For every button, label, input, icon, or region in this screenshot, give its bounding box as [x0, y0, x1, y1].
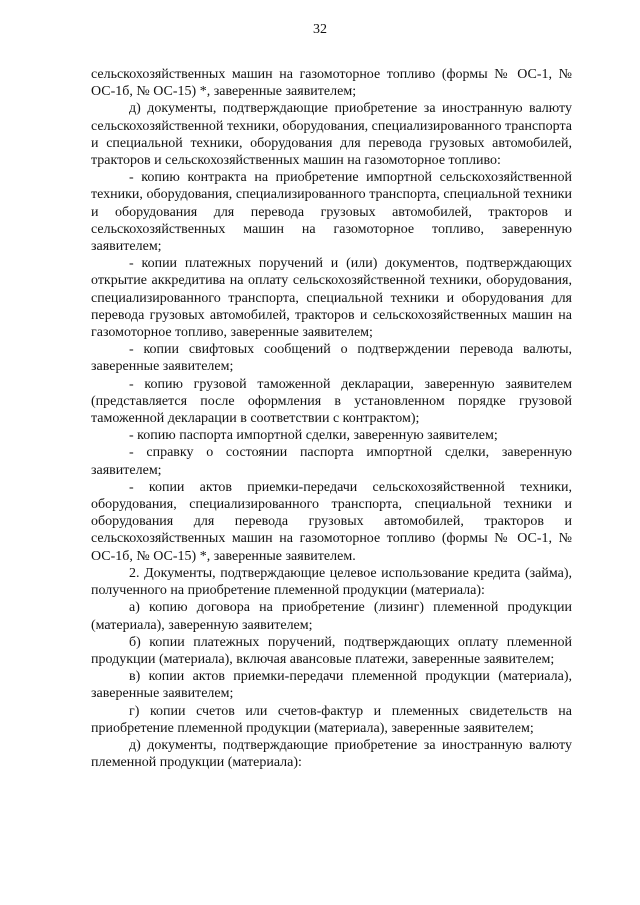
- list-item: - копию паспорта импортной сделки, заверенную заявителем;: [129, 428, 498, 444]
- list-item: д) документы, подтверждающие приобретение за иностранную валюту племенной продукции (материала):: [91, 737, 572, 771]
- list-item: г) копии счетов или счетов-фактур и племенных свидетельств на приобретение племенной продукции (материала), заверенные заявителем;: [91, 703, 572, 736]
- body-text: [91, 66, 572, 771]
- list-item: - копию грузовой таможенной декларации, заверенную заявителем (представляется после оформления в установленном порядке грузовой таможенной декларации в соответствии с контрактом);: [91, 376, 572, 427]
- list-item: - справку о состоянии паспорта импортной сделки, заверенную заявителем;: [91, 445, 572, 478]
- list-item: - копии платежных поручений и (или) документов, подтверждающих открытие аккредитива на оплату сельскохозяйственной техники, оборудования, специализированного транспорта, специальной техники и оборудования для перевода грузовых автомобилей, тракторов и сельскохозяйственных машин на газомоторное топливо, заверенные заявителем;: [91, 256, 572, 341]
- paragraph: 2. Документы, подтверждающие целевое использование кредита (займа), полученного на приобретение племенной продукции (материала):: [91, 565, 572, 599]
- paragraph: сельскохозяйственных машин на газомоторное топливо (формы № ОС-1, № ОС-1б, № ОС-15) *, заверенные заявителем;: [91, 67, 572, 100]
- list-item: б) копии платежных поручений, подтверждающих оплату племенной продукции (материала), включая авансовые платежи, заверенные заявителем;: [91, 634, 572, 667]
- list-item: в) копии актов приемки-передачи племенной продукции (материала), заверенные заявителем;: [91, 669, 572, 702]
- paragraph: д) документы, подтверждающие приобретение за иностранную валюту сельскохозяйственной техники, оборудования, специализированного транспорта и специальной техники, оборудования для перевода грузовых автомобилей, тракторов и сельскохозяйственных машин на газомоторное топливо:: [91, 101, 572, 169]
- list-item: - копии актов приемки-передачи сельскохозяйственной техники, оборудования, специализированного транспорта, специальной техники и оборудования для перевода грузовых автомобилей, тракторов и сельскохозяйственных машин на газомоторное топливо (формы № ОС-1, № ОС-1б, № ОС-15) *, заверенные заявителем.: [91, 479, 572, 564]
- list-item: - копии свифтовых сообщений о подтверждении перевода валюты, заверенные заявителем;: [91, 342, 572, 375]
- page-number: 32: [313, 22, 327, 37]
- list-item: - копию контракта на приобретение импортной сельскохозяйственной техники, оборудования, специализированного транспорта, специальной техники и оборудования для перевода грузовых автомобилей, тракторов и сельскохозяйственных машин на газомоторное топливо, заверенную заявителем;: [91, 170, 572, 255]
- list-item: а) копию договора на приобретение (лизинг) племенной продукции (материала), заверенную заявителем;: [91, 600, 572, 633]
